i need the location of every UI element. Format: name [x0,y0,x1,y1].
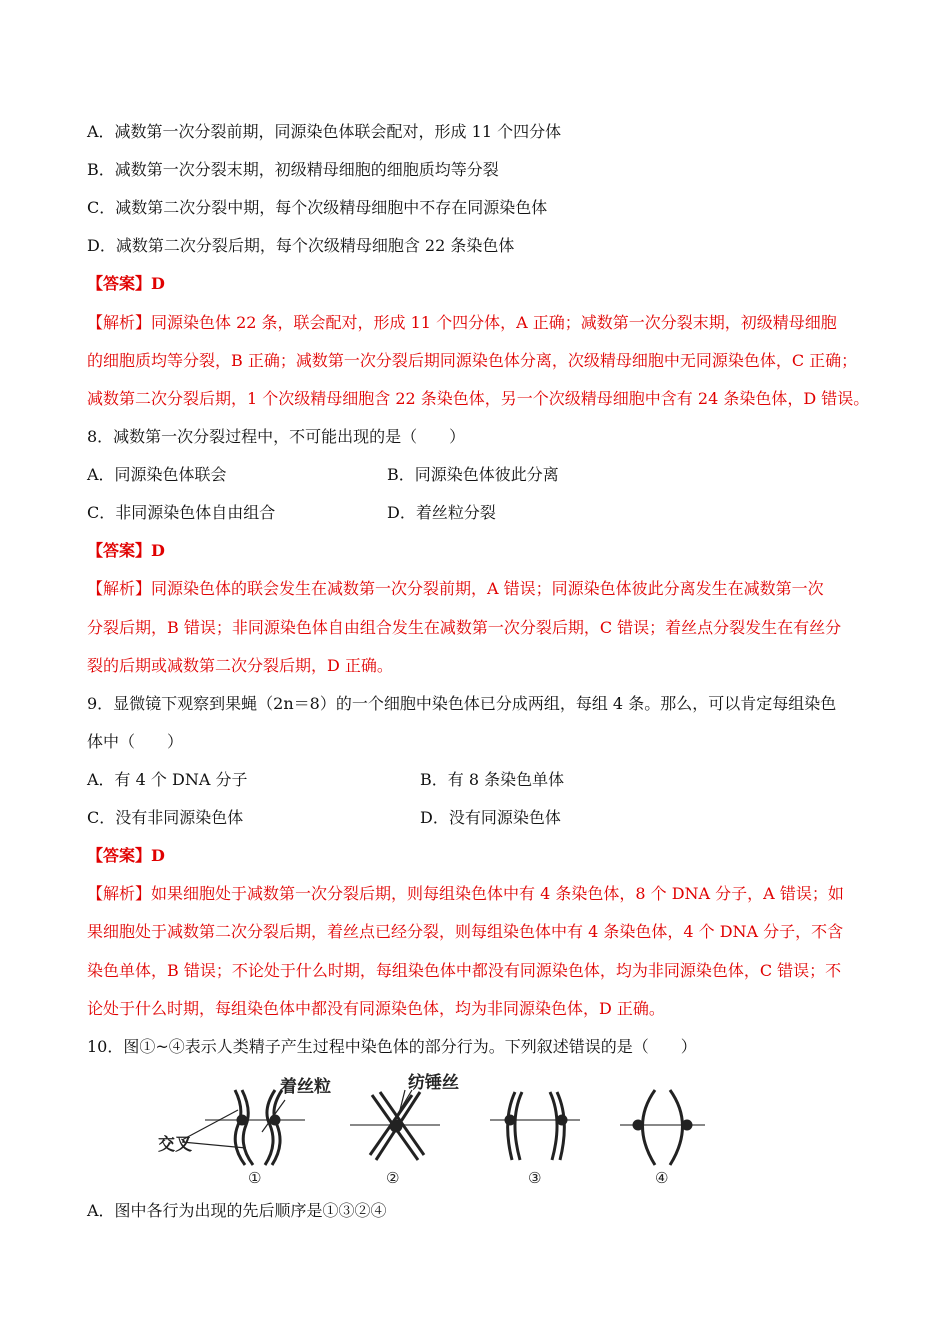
q8-analysis-line: 裂的后期或减数第二次分裂后期，D 正确。 [87,656,393,675]
label-spindle: 纺锤丝 [408,1073,459,1093]
q9-answer: 【答案】D [87,846,165,865]
figure-2-metaphase [350,1090,440,1160]
figure-number-2: ② [386,1169,400,1187]
q8-option-c: C．非同源染色体自由组合 [87,503,276,522]
q8-analysis-line: 分裂后期，B 错误；非同源染色体自由组合发生在减数第一次分裂后期，C 错误；着丝点分裂发生在有丝分 [87,618,842,637]
q9-stem-line: 9．显微镜下观察到果蝇（2n＝8）的一个细胞中染色体已分成两组，每组 4 条。那么，可以肯定每组染色 [87,694,837,713]
q8-option-b: B．同源染色体彼此分离 [387,465,559,484]
figure-3-separation [490,1092,580,1160]
q8-analysis-line: 【解析】同源染色体的联会发生在减数第一次分裂前期，A 错误；同源染色体彼此分离发生在减数第一次 [87,579,824,598]
q8-option-d: D．着丝粒分裂 [387,503,496,522]
q7-analysis-line: 减数第二次分裂后期，1 个次级精母细胞含 22 条染色体，另一个次级精母细胞中含有 24 条染色体，D 错误。 [87,389,870,408]
figure-number-1: ① [248,1169,262,1187]
figure-4-anaphase [620,1090,705,1165]
q8-answer: 【答案】D [87,541,165,560]
q9-analysis-line: 【解析】如果细胞处于减数第一次分裂后期，则每组染色体中有 4 条染色体，8 个 DNA 分子，A 错误；如 [87,884,844,903]
label-cross: 交叉 [158,1135,192,1155]
figure-1-crossover [182,1090,305,1165]
q7-analysis-line: 【解析】同源染色体 22 条，联会配对，形成 11 个四分体，A 正确；减数第一次分裂末期，初级精母细胞 [87,313,837,332]
q9-stem-line: 体中（ ） [87,732,184,751]
q7-option-b: B．减数第一次分裂末期，初级精母细胞的细胞质均等分裂 [87,160,499,179]
figure-number-3: ③ [528,1169,542,1187]
chromosome-behavior-figure [150,1070,710,1190]
q7-answer: 【答案】D [87,274,165,293]
q9-option-b: B．有 8 条染色单体 [420,770,565,789]
q7-analysis-line: 的细胞质均等分裂，B 正确；减数第一次分裂后期同源染色体分离，次级精母细胞中无同源染色体，C 正确； [87,351,858,370]
q7-option-c: C．减数第二次分裂中期，每个次级精母细胞中不存在同源染色体 [87,198,548,217]
q9-analysis-line: 论处于什么时期，每组染色体中都没有同源染色体，均为非同源染色体，D 正确。 [87,999,665,1018]
q9-option-c: C．没有非同源染色体 [87,808,244,827]
label-centromere: 着丝粒 [280,1077,331,1097]
q10-option-a: A．图中各行为出现的先后顺序是①③②④ [87,1201,387,1220]
q7-option-d: D．减数第二次分裂后期，每个次级精母细胞含 22 条染色体 [87,236,515,255]
q7-option-a: A．减数第一次分裂前期，同源染色体联会配对，形成 11 个四分体 [87,122,562,141]
figure-number-4: ④ [655,1169,669,1187]
q9-analysis-line: 果细胞处于减数第二次分裂后期，着丝点已经分裂，则每组染色体中有 4 条染色体，4 个 DNA 分子，不含 [87,922,844,941]
q8-option-a: A．同源染色体联会 [87,465,227,484]
q10-stem: 10．图①~④表示人类精子产生过程中染色体的部分行为。下列叙述错误的是（ ） [87,1037,697,1056]
q9-analysis-line: 染色单体，B 错误；不论处于什么时期，每组染色体中都没有同源染色体，均为非同源染色体，C 错误；不 [87,961,842,980]
q9-option-a: A．有 4 个 DNA 分子 [87,770,248,789]
q9-option-d: D．没有同源染色体 [420,808,561,827]
q8-stem: 8．减数第一次分裂过程中，不可能出现的是（ ） [87,427,466,446]
